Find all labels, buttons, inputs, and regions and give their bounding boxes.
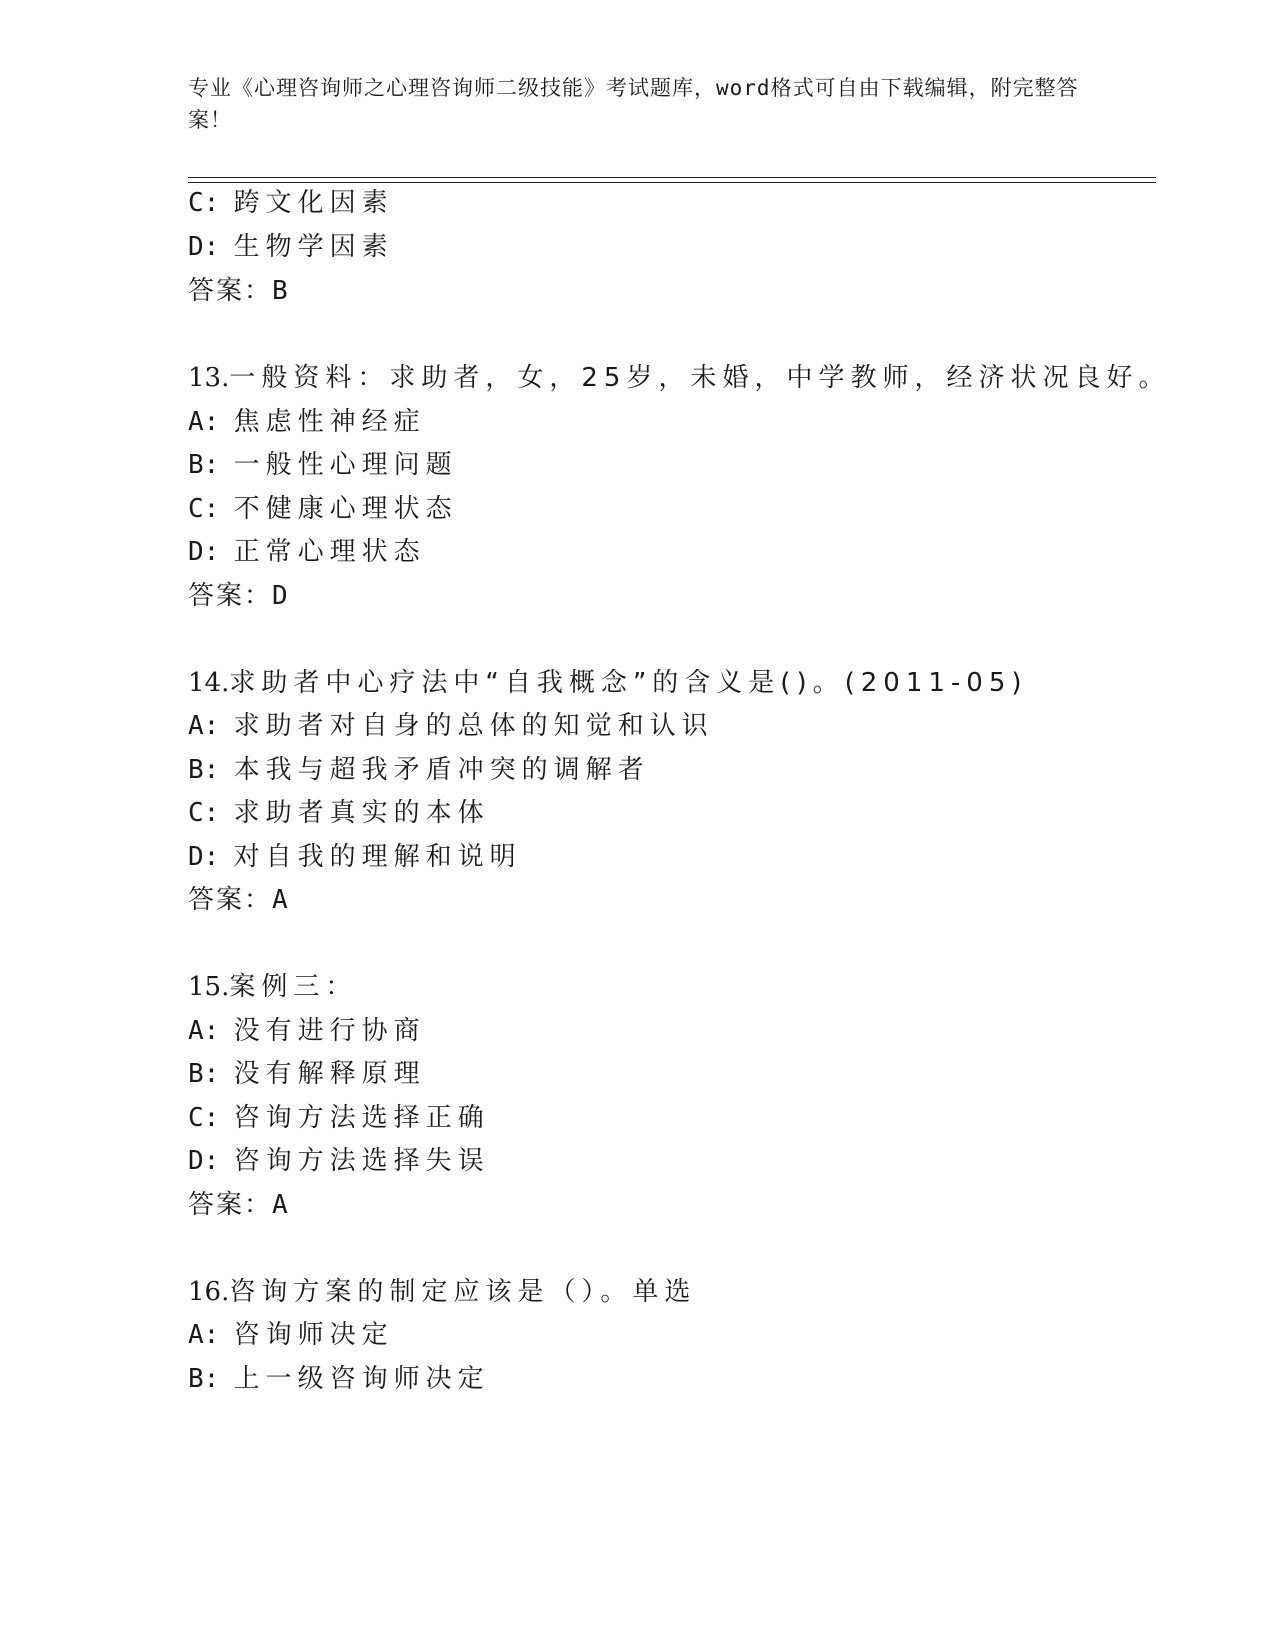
question-number: 14. xyxy=(188,668,230,698)
option-line xyxy=(188,532,426,572)
question-text: 求助者中心疗法中“自我概念”的含义是()。(2011-05) xyxy=(229,668,1028,698)
option-text: 不健康心理状态 xyxy=(233,494,458,524)
option-prefix: A: xyxy=(188,711,220,741)
option-line xyxy=(188,1359,490,1399)
option-prefix: B: xyxy=(188,1364,220,1394)
option-text: 本我与超我矛盾冲突的调解者 xyxy=(233,755,650,785)
question-16-stem xyxy=(188,1272,696,1312)
option-text: 生物学因素 xyxy=(233,232,394,262)
option-prefix: B: xyxy=(188,1059,220,1089)
question-text: 案例三： xyxy=(229,972,358,1002)
question-text: 咨询方案的制定应该是（）。单选 xyxy=(229,1277,697,1307)
answer-label: 答案： xyxy=(188,885,273,915)
option-text: 咨询方法选择正确 xyxy=(233,1103,490,1133)
option-prefix: D: xyxy=(188,537,220,567)
question-14-stem xyxy=(188,663,1028,703)
answer-line xyxy=(188,576,288,616)
option-text: 对自我的理解和说明 xyxy=(233,842,522,872)
question-number: 15. xyxy=(188,972,230,1002)
option-text: 咨询方法选择失误 xyxy=(233,1146,490,1176)
option-line xyxy=(188,1098,490,1138)
option-prefix: C: xyxy=(188,1103,220,1133)
option-text: 焦虑性神经症 xyxy=(233,407,426,437)
answer-label: 答案： xyxy=(188,1190,273,1220)
option-line xyxy=(188,402,426,442)
answer-line xyxy=(188,271,288,311)
option-line xyxy=(188,1315,394,1355)
answer-line xyxy=(188,1185,288,1225)
option-prefix: C: xyxy=(188,798,220,828)
option-prefix: B: xyxy=(188,755,220,785)
question-15-stem xyxy=(188,967,357,1007)
option-text: 没有进行协商 xyxy=(233,1016,426,1046)
option-text: 咨询师决定 xyxy=(233,1320,394,1350)
document-header xyxy=(188,72,1088,136)
option-line xyxy=(188,837,522,877)
option-prefix: A: xyxy=(188,1016,220,1046)
option-prefix: A: xyxy=(188,1320,220,1350)
option-text: 一般性心理问题 xyxy=(233,450,458,480)
answer-value: A xyxy=(272,1190,288,1220)
question-number: 13. xyxy=(188,363,230,393)
answer-label: 答案： xyxy=(188,276,273,306)
question-text: 一般资料：求助者，女，25岁，未婚，中学教师，经济状况良好。 xyxy=(229,363,1171,393)
answer-value: D xyxy=(272,581,288,611)
option-text: 求助者对自身的总体的知觉和认识 xyxy=(233,711,714,741)
option-text: 求助者真实的本体 xyxy=(233,798,490,828)
option-text: 正常心理状态 xyxy=(233,537,426,567)
option-prefix: D: xyxy=(188,232,220,262)
option-prefix: C: xyxy=(188,188,220,218)
answer-line xyxy=(188,880,288,920)
option-line xyxy=(188,227,394,267)
question-13-stem xyxy=(188,358,1170,398)
option-line xyxy=(188,793,490,833)
option-prefix: A: xyxy=(188,407,220,437)
option-line xyxy=(188,489,458,529)
option-text: 上一级咨询师决定 xyxy=(233,1364,490,1394)
option-line xyxy=(188,1054,426,1094)
option-line xyxy=(188,445,458,485)
header-text: 专业《心理咨询师之心理咨询师二级技能》考试题库，word格式可自由下载编辑，附完整答案！ xyxy=(188,76,1079,132)
option-text: 没有解释原理 xyxy=(233,1059,426,1089)
option-line xyxy=(188,750,650,790)
question-number: 16. xyxy=(188,1277,230,1307)
answer-value: A xyxy=(272,885,288,915)
option-line xyxy=(188,183,394,223)
option-prefix: C: xyxy=(188,494,220,524)
option-text: 跨文化因素 xyxy=(233,188,394,218)
option-prefix: B: xyxy=(188,450,220,480)
answer-label: 答案： xyxy=(188,581,273,611)
option-line xyxy=(188,1141,490,1181)
header-rule-top xyxy=(188,177,1156,178)
option-line xyxy=(188,1011,426,1051)
option-prefix: D: xyxy=(188,1146,220,1176)
option-prefix: D: xyxy=(188,842,220,872)
option-line xyxy=(188,706,714,746)
answer-value: B xyxy=(272,276,288,306)
